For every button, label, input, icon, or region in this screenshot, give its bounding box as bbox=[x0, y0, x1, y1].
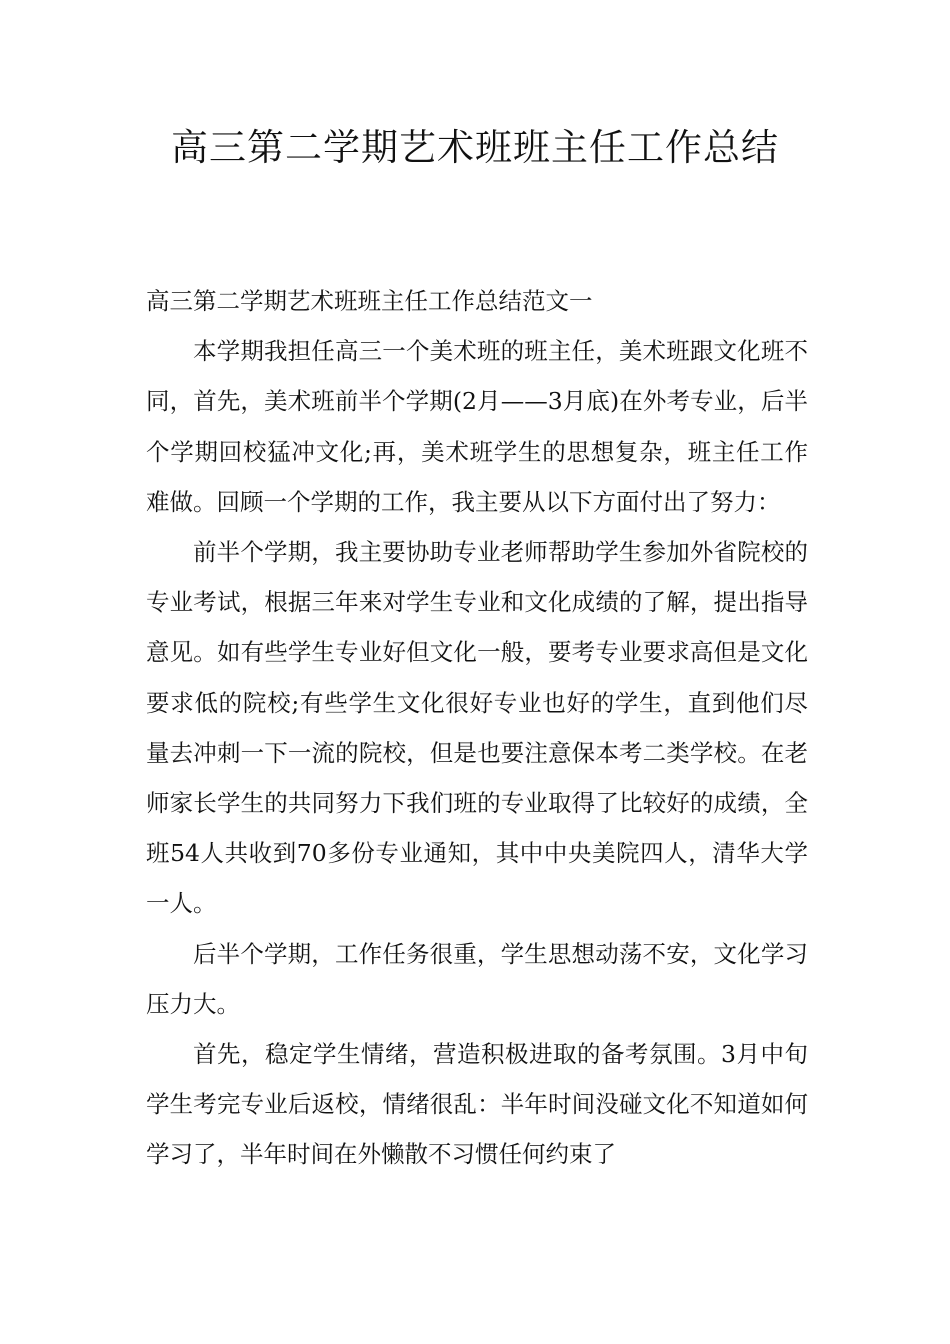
paragraph-3: 后半个学期，工作任务很重，学生思想动荡不安，文化学习压力大。 bbox=[146, 939, 808, 1018]
paragraph-2: 前半个学期，我主要协助专业老师帮助学生参加外省院校的专业考试，根据三年来对学生专业和文化成绩的了解，提出指导意见。如有些学生专业好但文化一般，要考专业要求高但是文化要求低的院校;有些学生文化很好专业也好的学生，直到他们尽量去冲刺一下一流的院校，但是也要注意保本考二类学校。在老师家长学生的共同努力下我们班的专业取得了比较好的成绩，全班54人共收到70多份专业通知，其中中央美院四人，清华大学一人。 bbox=[146, 538, 808, 918]
document-subtitle: 高三第二学期艺术班班主任工作总结范文一 bbox=[146, 287, 593, 315]
document-title: 高三第二学期艺术班班主任工作总结 bbox=[171, 126, 779, 169]
paragraph-1: 本学期我担任高三一个美术班的班主任，美术班跟文化班不同，首先，美术班前半个学期(2月——3月底)在外考专业，后半个学期回校猛冲文化;再，美术班学生的思想复杂，班主任工作难做。回顾一个学期的工作，我主要从以下方面付出了努力： bbox=[146, 337, 808, 516]
document-body bbox=[146, 276, 808, 1180]
paragraph-4: 首先，稳定学生情绪，营造积极进取的备考氛围。3月中旬学生考完专业后返校，情绪很乱：半年时间没碰文化不知道如何学习了，半年时间在外懒散不习惯任何约束了 bbox=[146, 1040, 808, 1169]
